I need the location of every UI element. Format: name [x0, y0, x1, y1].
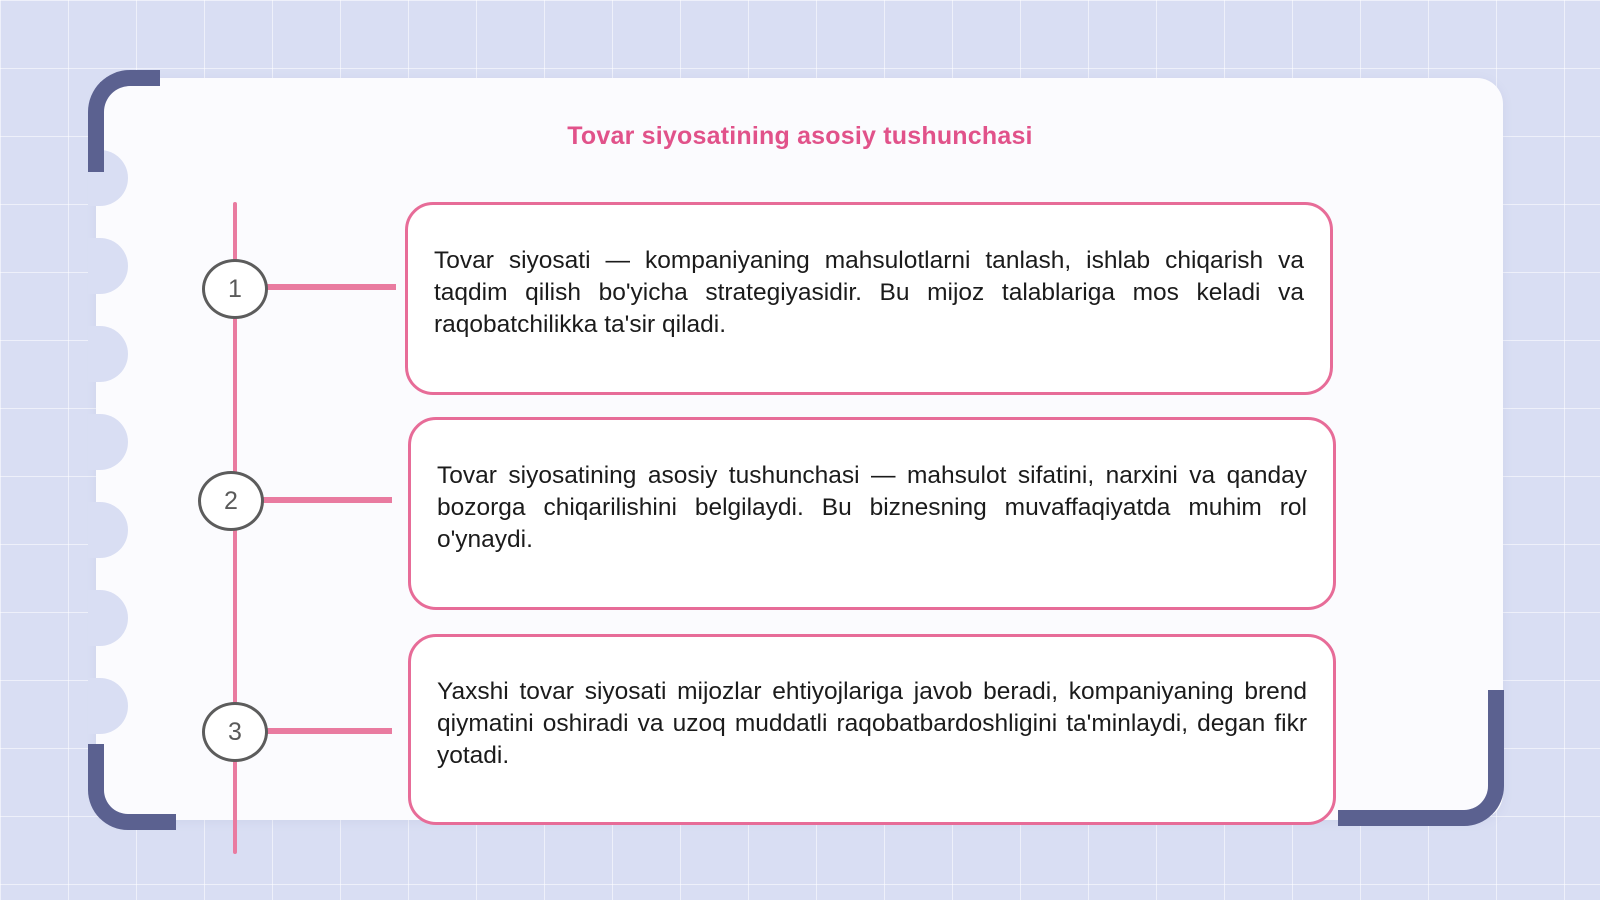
- step-text-1: Tovar siyosati — kompaniyaning mahsulotlarni tanlash, ishlab chiqarish va taqdim qilish bo'yicha strategiyasidir. Bu mijoz talablariga mos keladi va raqobatchilikka ta'sir qiladi.: [434, 246, 1304, 338]
- card-edge-notch: [88, 326, 128, 382]
- step-text-3: Yaxshi tovar siyosati mijozlar ehtiyojlariga javob beradi, kompaniyaning brend qiymatini oshiradi va uzoq muddatli raqobatbardoshligini ta'minlaydi, degan fikr yotadi.: [437, 677, 1307, 769]
- frame-corner-bottom-left: [88, 744, 176, 830]
- step-number-2: 2: [224, 486, 238, 515]
- card-edge-notch: [88, 238, 128, 294]
- card-edge-notch: [88, 678, 128, 734]
- step-number-badge-3: [202, 702, 268, 762]
- timeline-connector-1: [266, 284, 396, 290]
- card-edge-notch: [88, 414, 128, 470]
- step-number-3: 3: [228, 717, 242, 746]
- step-number-badge-1: [202, 259, 268, 319]
- step-number-1: 1: [228, 274, 242, 303]
- card-edge-notch: [88, 590, 128, 646]
- frame-corner-top-left: [88, 70, 160, 172]
- step-box-1: [405, 202, 1333, 395]
- card-edge-notch: [88, 502, 128, 558]
- step-number-badge-2: [198, 471, 264, 531]
- timeline-connector-2: [262, 497, 392, 503]
- step-box-2: [408, 417, 1336, 610]
- timeline-connector-3: [266, 728, 392, 734]
- slide-title: Tovar siyosatining asosiy tushunchasi: [567, 122, 1033, 150]
- step-text-2: Tovar siyosatining asosiy tushunchasi — mahsulot sifatini, narxini va qanday bozorga chiqarilishini belgilaydi. Bu biznesning muvaffaqiyatda muhim rol o'ynaydi.: [437, 461, 1307, 553]
- step-box-3: [408, 634, 1336, 825]
- frame-corner-bottom-right: [1338, 690, 1504, 826]
